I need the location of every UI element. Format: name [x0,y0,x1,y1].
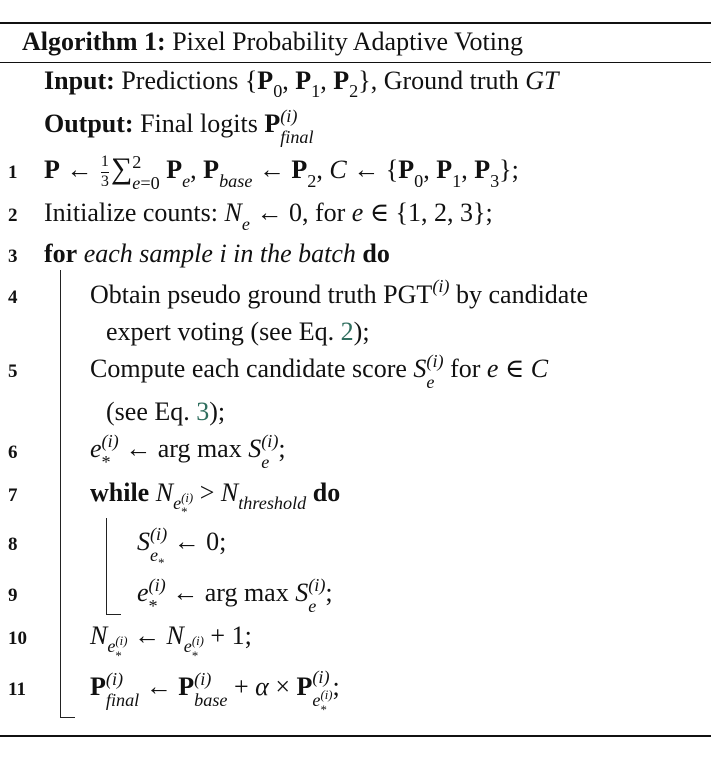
algorithm-name: Pixel Probability Adaptive Voting [165,27,523,56]
line-number: 7 [8,484,18,506]
subscript [173,491,193,520]
line-content [90,276,588,310]
subscript [107,634,127,663]
math-text: e [132,173,141,194]
math-text: ; [332,672,340,702]
math-text: e [90,434,102,464]
math-text: Initialize counts: [44,198,225,228]
line-content [44,239,390,269]
math-text: * [101,452,111,473]
math-text: 2 [132,152,142,173]
math-text: + 1; [203,620,252,650]
superscript [320,688,332,703]
script-stack [242,214,250,235]
math-text: (i) [312,667,330,688]
algorithm-line [0,317,711,347]
math-text: 2 [349,81,359,102]
math-text: N [155,477,174,507]
math-text: ← [252,155,292,185]
math-text: C [530,354,549,384]
title-rule [0,62,711,63]
math-text: (i) [426,351,444,372]
math-text: 1 [311,81,321,102]
line-content [44,152,519,194]
math-text: P [90,672,106,702]
algorithm-line [0,106,711,148]
math-text: (i) [148,574,166,595]
for-block-end [60,717,75,718]
subscript [149,596,166,617]
line-content [44,198,493,234]
algorithm-line [0,198,711,234]
math-text: by candidate [449,279,589,309]
math-text: each sample i in the batch [77,238,363,268]
math-text: , [282,66,296,95]
superscript [150,524,167,545]
subscript [242,214,250,235]
math-text: P [264,109,281,139]
line-content [44,66,559,102]
math-text: e [137,577,149,607]
algorithm-line [0,667,711,717]
math-text: final [105,690,140,711]
math-text: while [90,477,150,507]
line-content [90,478,340,520]
math-text: e [312,690,321,711]
script-stack [219,171,252,192]
superscript [132,152,159,173]
script-stack [426,351,443,393]
math-text: Output: [44,109,134,139]
superscript [149,575,166,596]
bottom-rule [0,735,711,737]
math-text: ; [325,577,333,607]
math-text: e [426,372,435,393]
algorithm-line [0,431,711,473]
math-text: P [291,155,308,185]
while-block-bar [106,518,107,615]
script-stack [238,493,306,514]
script-stack [320,688,332,717]
math-text: ← 0, for [249,198,352,228]
math-text: 0 [414,170,424,191]
algorithm-label: Algorithm 1: [22,27,166,56]
subscript [102,452,119,473]
algorithm-line [0,239,711,272]
line-content [90,621,252,663]
line-content [137,575,333,617]
math-text: e [261,452,270,473]
subscript [132,173,159,194]
math-text: S [295,577,309,607]
math-text: 0 [273,81,283,102]
while-block-end [106,614,121,615]
line-content [90,431,286,473]
subscript [490,171,499,192]
math-text: P [333,66,350,95]
math-text: (see Eq. [106,397,197,427]
line-number: 1 [8,162,18,184]
line-content [106,397,225,427]
math-text: P [178,672,195,702]
for-block-bar [60,270,61,718]
math-text: e [486,354,499,384]
math-text: (i) [150,524,168,545]
math-text: S [413,354,427,384]
math-text: N [90,620,108,650]
script-stack [414,171,423,192]
subscript [414,171,423,192]
math-text: (i) [320,688,333,703]
script-stack [192,634,204,663]
math-text: P [474,155,491,185]
math-text: S [137,527,150,557]
math-text: ∈ {1, 2, 3}; [363,198,493,228]
script-stack [194,669,227,711]
algorithm-line [0,152,711,194]
superscript [312,667,332,688]
script-stack [261,431,278,473]
math-text: e [150,545,159,566]
subscript [273,81,282,102]
math-text: , [423,155,437,185]
line-number: 3 [8,245,18,267]
superscript [181,491,193,506]
subscript [150,545,167,570]
line-number: 10 [8,627,27,649]
top-rule [0,22,711,24]
script-stack [308,575,325,617]
math-text: do [312,477,341,507]
math-text: (i) [432,275,450,296]
line-number: 8 [8,534,18,556]
math-text: * [115,648,122,663]
math-text: base [194,690,228,711]
script-stack [312,667,332,717]
line-number: 4 [8,286,18,308]
math-text: (i) [280,106,298,127]
line-number: 11 [8,679,26,701]
math-text: × [268,672,297,702]
superscript [426,351,443,372]
script-stack [158,556,164,571]
script-stack [102,431,119,473]
math-text: (i) [194,669,212,690]
algorithm-title [22,26,523,58]
math-text: P [166,155,183,185]
subscript [452,171,461,192]
subscript [238,493,306,514]
script-stack [181,491,193,520]
math-text: > [193,477,221,507]
math-text: threshold [238,492,307,513]
script-stack [149,575,166,617]
math-text: * [148,595,158,616]
line-number: 2 [8,205,18,227]
subscript [106,690,139,711]
math-text: (i) [191,633,204,648]
math-text: (i) [101,431,119,452]
script-stack [182,171,190,192]
math-text: ); [353,317,370,347]
math-text: (i) [105,669,124,690]
math-text: * [320,702,327,717]
math-text: ← [139,672,179,702]
math-text: e [183,635,192,656]
math-text: P [436,155,453,185]
script-stack [107,634,127,663]
math-text: ← arg max [118,434,249,464]
subscript [312,688,332,717]
script-stack [490,171,499,192]
superscript [194,669,227,690]
math-text: Predictions { [114,66,258,95]
script-stack [311,81,320,102]
subscript [181,505,193,520]
line-content [90,667,340,717]
math-text: α [255,672,269,702]
math-text: P [296,672,313,702]
subscript [349,81,358,102]
script-stack [115,634,127,663]
algorithm-body [0,66,711,722]
superscript [102,431,119,452]
math-text: e [182,170,191,191]
math-text: 2 [307,170,317,191]
math-text: (i) [261,431,279,452]
line-content [106,317,370,347]
script-stack [280,106,313,148]
superscript [192,634,204,649]
math-text: ; [278,434,286,464]
math-text: , [320,66,334,95]
math-text: ); [209,397,226,427]
math-text: 3 [490,170,500,191]
algorithm-line [0,621,711,663]
subscript [192,649,204,664]
algorithm-line [0,351,711,393]
math-text: e [107,635,116,656]
math-text: e [351,198,364,228]
superscript [308,575,325,596]
math-text: e [308,595,317,616]
math-text: ← { [346,155,399,185]
subscript [182,171,190,192]
math-text: P [257,66,274,95]
subscript [194,690,227,711]
superscript [115,634,127,649]
math-text: N [224,198,242,228]
subscript [158,556,164,571]
subscript [311,81,320,102]
subscript [320,703,332,718]
math-text: Final logits [133,109,265,139]
math-text: ← [59,155,99,185]
line-content [44,106,314,148]
line-content [90,351,548,393]
math-text: (i) [115,633,128,648]
math-text: ← arg max [165,577,296,607]
math-text: * [181,505,188,520]
line-number: 9 [8,584,18,606]
subscript [219,171,252,192]
math-text: do [362,238,390,268]
math-text: + [227,672,256,702]
math-text: final [280,127,314,148]
math-text: (i) [308,574,326,595]
script-stack [432,276,449,297]
math-text: P [203,155,220,185]
subscript [308,596,325,617]
math-text: (i) [181,490,194,505]
script-stack [106,669,139,711]
script-stack [349,81,358,102]
script-stack [150,524,167,570]
algorithm-line [0,478,711,520]
math-text: P [44,155,60,185]
math-text: N [166,620,184,650]
superscript [432,276,449,297]
line-number: 5 [8,361,18,383]
equation-reference-link[interactable]: 3 [196,397,210,427]
math-text: ∑ [110,152,133,186]
algorithm-line [0,397,711,427]
math-text: 1 [452,170,462,191]
line-content [137,524,226,570]
math-text: }, Ground truth [358,66,526,95]
subscript [115,649,127,664]
math-text: e [173,492,182,513]
subscript [261,452,278,473]
math-text: , [190,155,204,185]
superscript [106,669,139,690]
math-text: P [398,155,415,185]
math-text: S [248,434,262,464]
fraction-numerator: 1 [100,153,109,171]
math-text: ∈ [498,354,531,384]
superscript [280,106,313,127]
math-text: e [241,213,250,234]
script-stack [184,634,204,663]
math-text: ← [127,620,167,650]
subscript [280,127,313,148]
fraction-denominator: 3 [100,172,109,190]
algorithm-line [0,66,711,102]
math-text: expert voting (see Eq. [106,317,341,347]
math-text: Compute each candidate score [90,354,414,384]
math-text: C [329,155,347,185]
math-text: base [219,170,253,191]
math-text: }; [499,155,519,185]
script-stack [452,171,461,192]
script-stack [173,491,193,520]
equation-reference-link[interactable]: 2 [340,317,354,347]
math-text: Obtain pseudo ground truth PGT [90,279,433,309]
subscript [184,634,204,663]
math-text: for [443,354,487,384]
superscript [261,431,278,452]
math-text: =0 [140,173,160,194]
math-text: P [295,66,312,95]
algorithm-line [0,276,711,313]
script-stack [273,81,282,102]
math-text: * [158,555,165,570]
line-number: 6 [8,441,18,463]
math-text: ← 0; [167,527,227,557]
math-text: Input: [44,66,115,95]
subscript [426,372,443,393]
math-text: * [191,648,199,663]
math-text: GT [525,66,559,95]
fraction [101,153,109,191]
math-text: N [220,477,239,507]
math-text: , [316,155,330,185]
math-text: for [44,238,78,268]
script-stack [132,152,159,194]
math-text: , [461,155,475,185]
